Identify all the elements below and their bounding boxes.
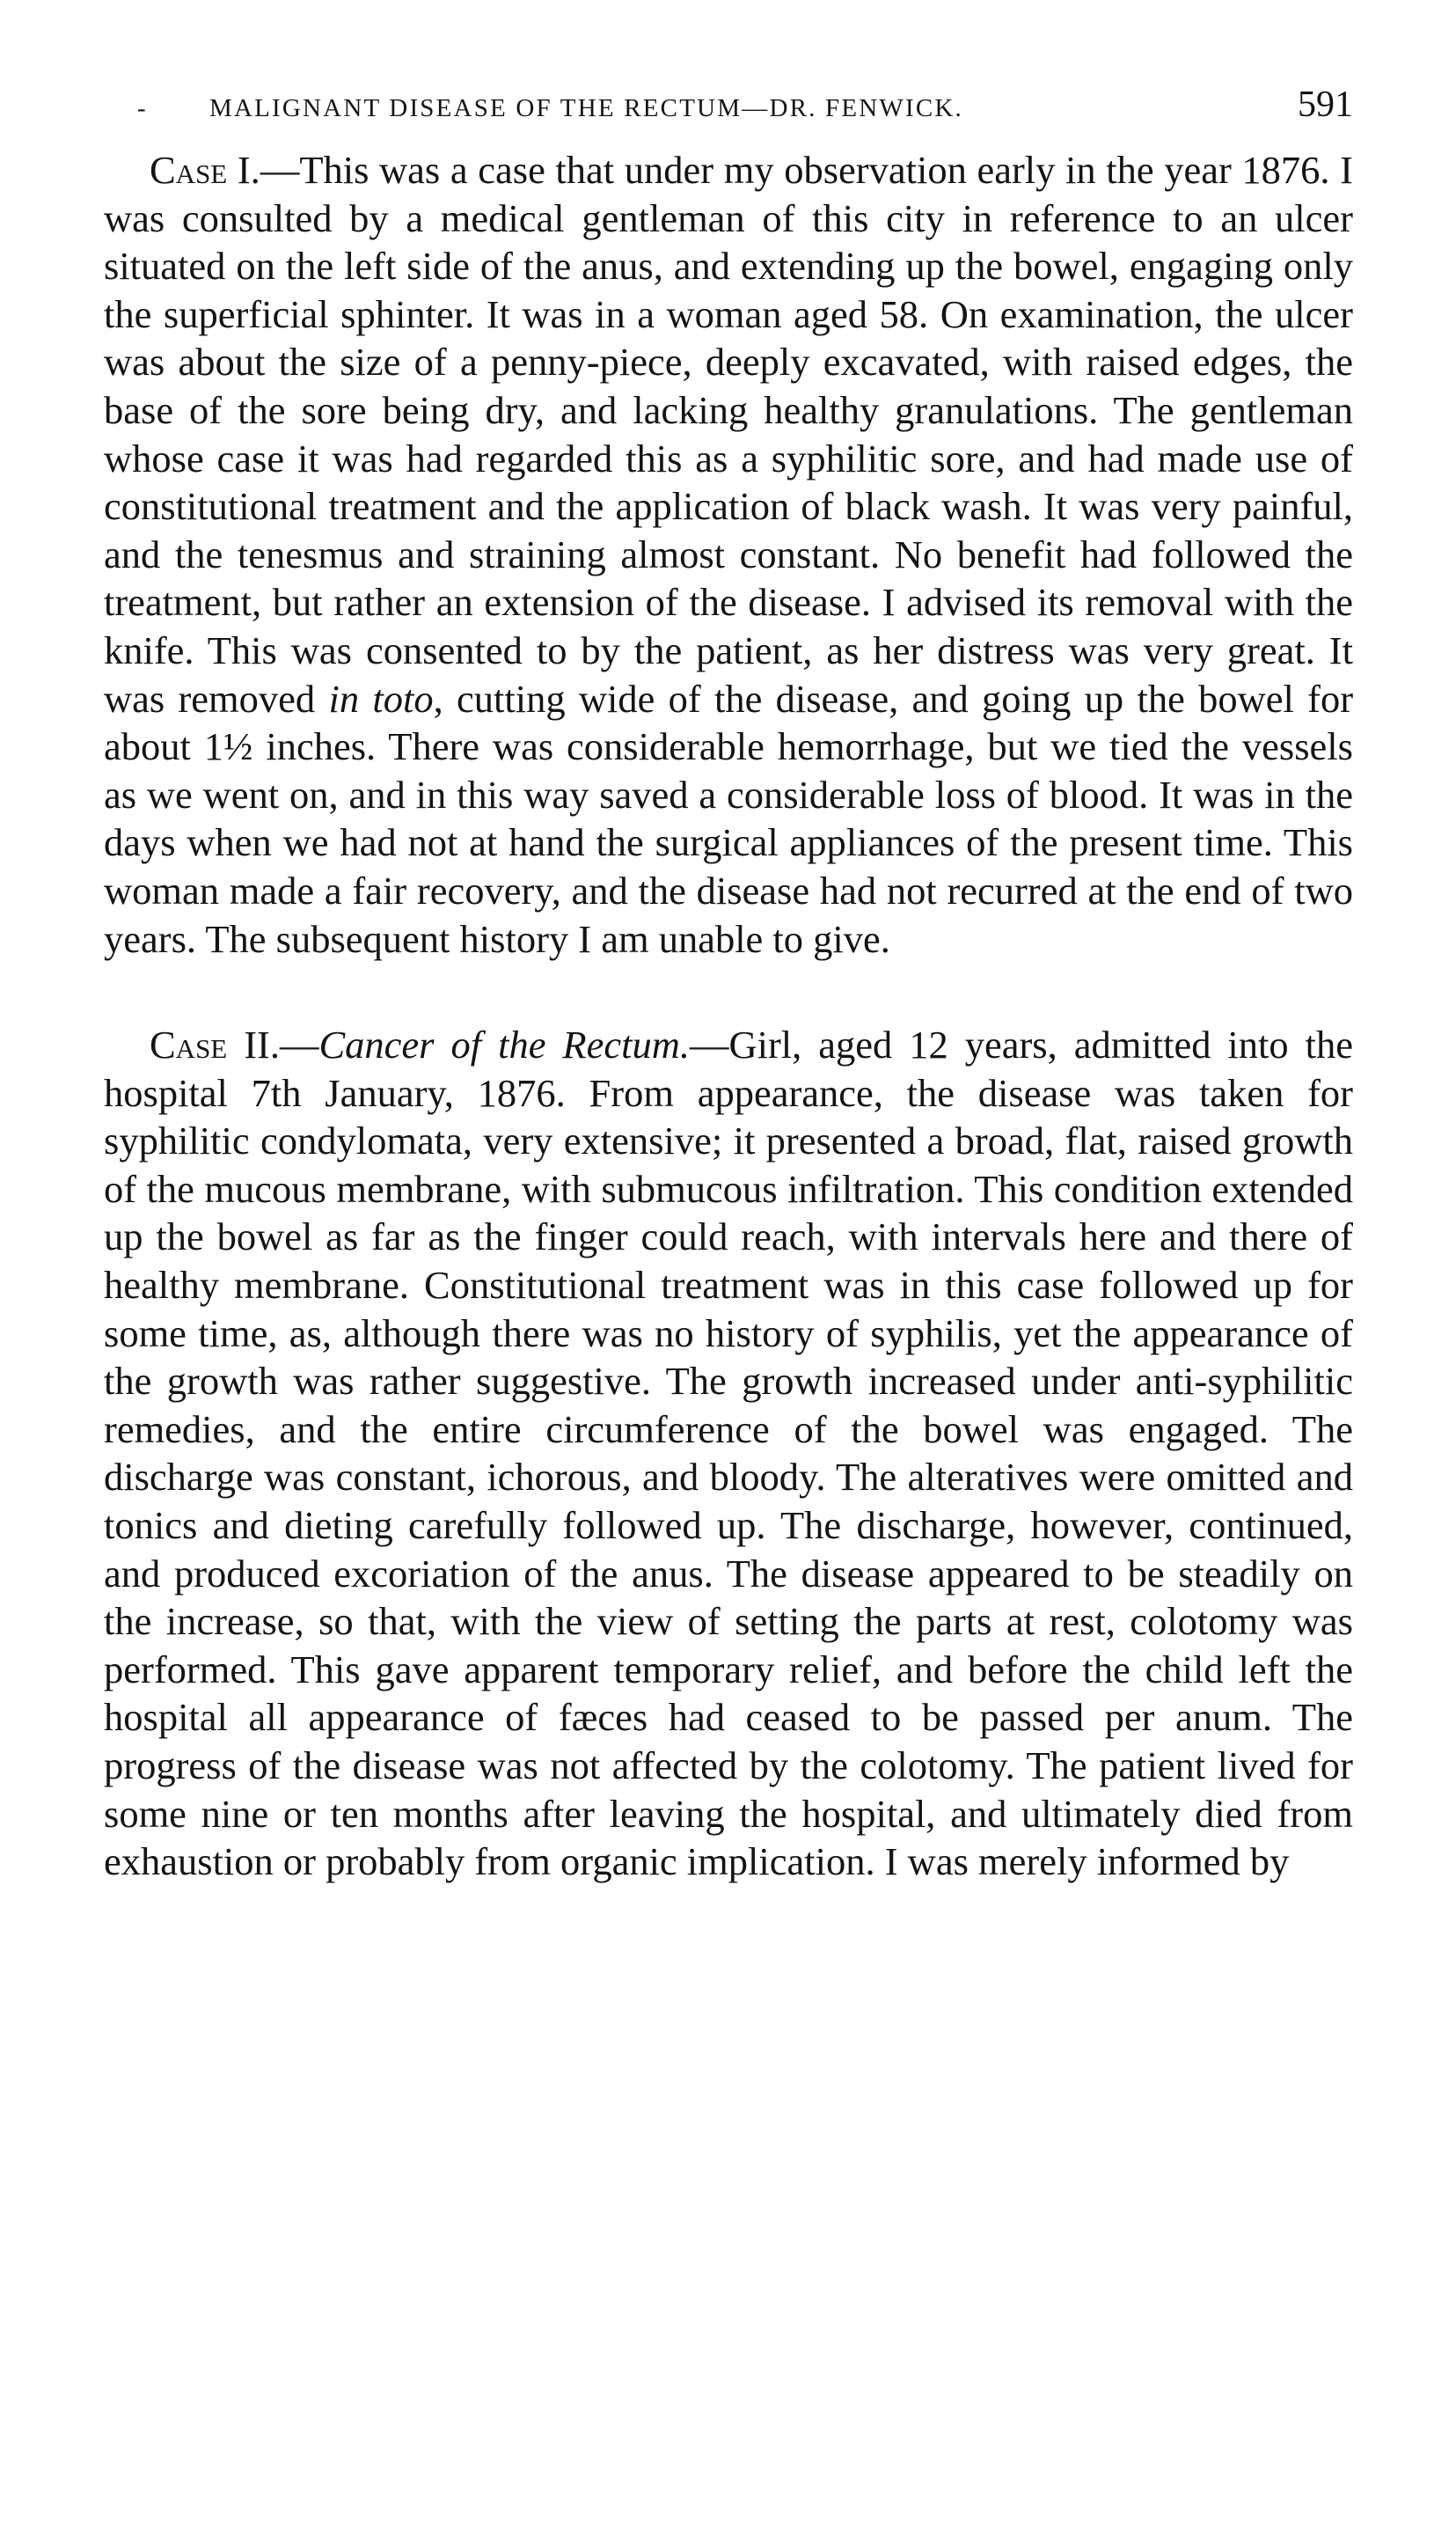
case-one-paragraph	[104, 146, 1353, 963]
case-two-title: Cancer of the Rectum.	[318, 1023, 690, 1067]
case-two-dash: —	[280, 1023, 319, 1067]
case-one-text-after: , cutting wide of the disease, and going up the bowel for about 1½ inches. There was considerable hemorrhage, but we tied the vessels as we went on, and in this way saved a considerable loss of blood. It was in the days when we had not at hand the surgical appliances of the present time. This woman made a fair recovery, and the disease had not recurred at the end of two years. The subsequent history I am unable to give.	[104, 676, 1354, 961]
header-dash: -	[137, 94, 148, 122]
case-two-dash-2: —	[689, 1023, 729, 1067]
case-two-label: Case II.	[150, 1023, 280, 1067]
case-one-text: This was a case that under my observation early in the year 1876. I was consulted by a medical gentleman of this city in reference to an ulcer situated on the left side of the anus, and extending up the bowel, engaging only the superficial sphinter. It was in a woman aged 58. On examination, the ulcer was about the size of a penny-piece, deeply excavated, with raised edges, the base of the sore being dry, and lacking healthy granulations. The gentleman whose case it was had regarded this as a syphilitic sore, and had made use of constitutional treatment and the application of black wash. It was very painful, and the tenesmus and straining almost constant. No benefit had followed the treatment, but rather an extension of the disease. I advised its removal with the knife. This was consented to by the patient, as her distress was very great. It was removed	[104, 148, 1353, 721]
case-one-italic: in toto	[328, 676, 434, 721]
running-title: MALIGNANT DISEASE OF THE RECTUM—DR. FENWICK.	[209, 94, 963, 122]
case-one-dash: —	[260, 148, 300, 192]
case-two-paragraph	[104, 1021, 1353, 1886]
page	[104, 81, 1353, 1925]
case-two-text: Girl, aged 12 years, admitted into the hospital 7th January, 1876. From appearance, the disease was taken for syphilitic condylomata, very extensive; it presented a broad, flat, raised growth of the mucous membrane, with submucous infiltration. This condition extended up the bowel as far as the finger could reach, with intervals here and there of healthy membrane. Constitutional treatment was in this case followed up for some time, as, although there was no history of syphilis, yet the appearance of the growth was rather suggestive. The growth increased under anti-syphilitic remedies, and the entire circumference of the bowel was engaged. The discharge was constant, ichorous, and bloody. The alteratives were omitted and tonics and dieting carefully followed up. The discharge, however, continued, and produced excoriation of the anus. The disease appeared to be steadily on the increase, so that, with the view of setting the parts at rest, colotomy was performed. This gave apparent temporary relief, and before the child left the hospital all appearance of fæces had ceased to be passed per anum. The progress of the disease was not affected by the colotomy. The patient lived for some nine or ten months after leaving the hospital, and ultimately died from exhaustion or probably from organic implication. I was merely informed by	[104, 1023, 1353, 1884]
running-head	[104, 81, 1353, 136]
case-one-label: Case I.	[150, 148, 260, 192]
page-number: 591	[1298, 84, 1353, 125]
